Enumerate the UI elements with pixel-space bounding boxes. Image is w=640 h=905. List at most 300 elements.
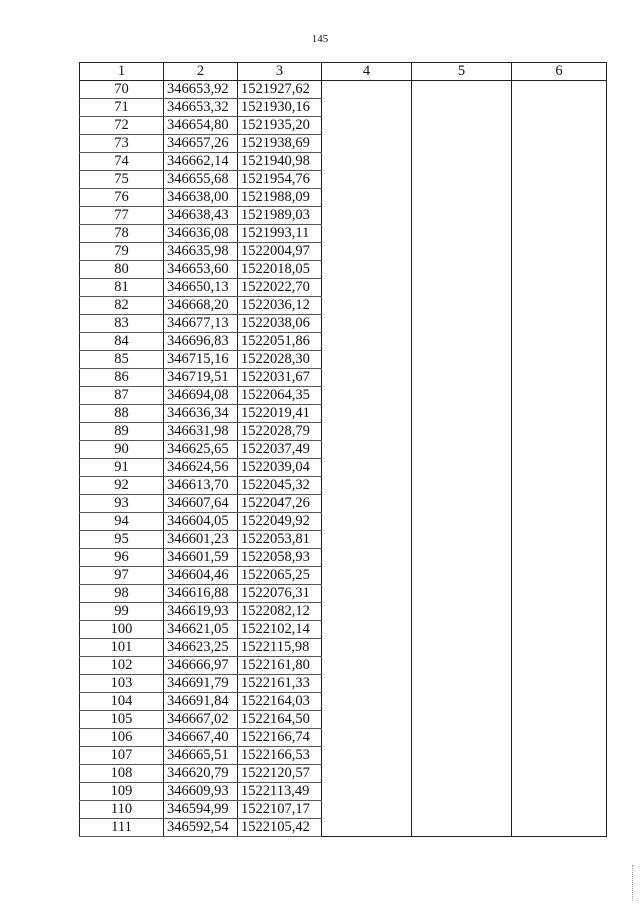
x-coordinate-cell: 346653,60 xyxy=(164,261,238,279)
table-row xyxy=(80,729,607,747)
empty-cell xyxy=(322,729,412,747)
y-coordinate-cell: 1522031,67 xyxy=(238,369,322,387)
point-number-cell: 86 xyxy=(80,369,164,387)
y-coordinate-cell: 1522076,31 xyxy=(238,585,322,603)
header-cell: 4 xyxy=(322,63,412,81)
y-coordinate-cell: 1522064,35 xyxy=(238,387,322,405)
table-row xyxy=(80,369,607,387)
empty-cell xyxy=(412,639,512,657)
empty-cell xyxy=(412,333,512,351)
empty-cell xyxy=(412,531,512,549)
point-number-cell: 73 xyxy=(80,135,164,153)
point-number-cell: 88 xyxy=(80,405,164,423)
point-number-cell: 78 xyxy=(80,225,164,243)
empty-cell xyxy=(412,441,512,459)
empty-cell xyxy=(412,135,512,153)
table-row xyxy=(80,315,607,333)
x-coordinate-cell: 346653,92 xyxy=(164,81,238,99)
empty-cell xyxy=(512,675,607,693)
empty-cell xyxy=(412,549,512,567)
point-number-cell: 110 xyxy=(80,801,164,819)
empty-cell xyxy=(412,657,512,675)
x-coordinate-cell: 346657,26 xyxy=(164,135,238,153)
table-row xyxy=(80,693,607,711)
empty-cell xyxy=(512,441,607,459)
point-number-cell: 109 xyxy=(80,783,164,801)
empty-cell xyxy=(412,477,512,495)
y-coordinate-cell: 1522105,42 xyxy=(238,819,322,837)
x-coordinate-cell: 346667,40 xyxy=(164,729,238,747)
empty-cell xyxy=(322,711,412,729)
x-coordinate-cell: 346636,34 xyxy=(164,405,238,423)
empty-cell xyxy=(512,549,607,567)
point-number-cell: 77 xyxy=(80,207,164,225)
empty-cell xyxy=(322,225,412,243)
empty-cell xyxy=(322,693,412,711)
empty-cell xyxy=(512,315,607,333)
point-number-cell: 83 xyxy=(80,315,164,333)
table-row xyxy=(80,189,607,207)
point-number-cell: 79 xyxy=(80,243,164,261)
table-row xyxy=(80,225,607,243)
empty-cell xyxy=(412,315,512,333)
x-coordinate-cell: 346691,84 xyxy=(164,693,238,711)
empty-cell xyxy=(322,567,412,585)
empty-cell xyxy=(322,423,412,441)
empty-cell xyxy=(512,117,607,135)
x-coordinate-cell: 346607,64 xyxy=(164,495,238,513)
empty-cell xyxy=(512,405,607,423)
table-row xyxy=(80,783,607,801)
empty-cell xyxy=(322,297,412,315)
empty-cell xyxy=(412,207,512,225)
table-row xyxy=(80,153,607,171)
empty-cell xyxy=(512,387,607,405)
empty-cell xyxy=(412,459,512,477)
table-row xyxy=(80,621,607,639)
empty-cell xyxy=(412,747,512,765)
empty-cell xyxy=(322,117,412,135)
empty-cell xyxy=(322,603,412,621)
empty-cell xyxy=(412,387,512,405)
empty-cell xyxy=(512,333,607,351)
y-coordinate-cell: 1522004,97 xyxy=(238,243,322,261)
empty-cell xyxy=(512,693,607,711)
x-coordinate-cell: 346662,14 xyxy=(164,153,238,171)
empty-cell xyxy=(412,99,512,117)
x-coordinate-cell: 346604,46 xyxy=(164,567,238,585)
empty-cell xyxy=(512,351,607,369)
y-coordinate-cell: 1522037,49 xyxy=(238,441,322,459)
x-coordinate-cell: 346668,20 xyxy=(164,297,238,315)
table-row xyxy=(80,261,607,279)
x-coordinate-cell: 346667,02 xyxy=(164,711,238,729)
y-coordinate-cell: 1522120,57 xyxy=(238,765,322,783)
empty-cell xyxy=(512,729,607,747)
y-coordinate-cell: 1522161,33 xyxy=(238,675,322,693)
point-number-cell: 97 xyxy=(80,567,164,585)
y-coordinate-cell: 1522102,14 xyxy=(238,621,322,639)
empty-cell xyxy=(322,783,412,801)
point-number-cell: 108 xyxy=(80,765,164,783)
point-number-cell: 81 xyxy=(80,279,164,297)
empty-cell xyxy=(322,351,412,369)
y-coordinate-cell: 1521930,16 xyxy=(238,99,322,117)
empty-cell xyxy=(322,279,412,297)
point-number-cell: 80 xyxy=(80,261,164,279)
empty-cell xyxy=(322,531,412,549)
x-coordinate-cell: 346666,97 xyxy=(164,657,238,675)
point-number-cell: 107 xyxy=(80,747,164,765)
header-cell: 1 xyxy=(80,63,164,81)
table-body xyxy=(80,81,607,837)
empty-cell xyxy=(512,261,607,279)
empty-cell xyxy=(412,675,512,693)
empty-cell xyxy=(322,333,412,351)
x-coordinate-cell: 346719,51 xyxy=(164,369,238,387)
y-coordinate-cell: 1521954,76 xyxy=(238,171,322,189)
empty-cell xyxy=(412,117,512,135)
empty-cell xyxy=(512,711,607,729)
empty-cell xyxy=(512,531,607,549)
table-row xyxy=(80,657,607,675)
y-coordinate-cell: 1522164,03 xyxy=(238,693,322,711)
empty-cell xyxy=(512,297,607,315)
header-cell: 5 xyxy=(412,63,512,81)
point-number-cell: 87 xyxy=(80,387,164,405)
empty-cell xyxy=(512,585,607,603)
empty-cell xyxy=(512,171,607,189)
point-number-cell: 82 xyxy=(80,297,164,315)
header-cell: 2 xyxy=(164,63,238,81)
table-row xyxy=(80,531,607,549)
y-coordinate-cell: 1522065,25 xyxy=(238,567,322,585)
y-coordinate-cell: 1521988,09 xyxy=(238,189,322,207)
empty-cell xyxy=(412,423,512,441)
empty-cell xyxy=(412,513,512,531)
empty-cell xyxy=(322,369,412,387)
empty-cell xyxy=(322,549,412,567)
x-coordinate-cell: 346625,65 xyxy=(164,441,238,459)
empty-cell xyxy=(322,153,412,171)
x-coordinate-cell: 346653,32 xyxy=(164,99,238,117)
empty-cell xyxy=(512,603,607,621)
x-coordinate-cell: 346613,70 xyxy=(164,477,238,495)
empty-cell xyxy=(512,189,607,207)
empty-cell xyxy=(322,135,412,153)
empty-cell xyxy=(322,513,412,531)
point-number-cell: 103 xyxy=(80,675,164,693)
y-coordinate-cell: 1522107,17 xyxy=(238,801,322,819)
table-row xyxy=(80,459,607,477)
empty-cell xyxy=(322,189,412,207)
table-row xyxy=(80,513,607,531)
point-number-cell: 95 xyxy=(80,531,164,549)
empty-cell xyxy=(322,261,412,279)
empty-cell xyxy=(512,369,607,387)
empty-cell xyxy=(412,405,512,423)
y-coordinate-cell: 1521940,98 xyxy=(238,153,322,171)
point-number-cell: 100 xyxy=(80,621,164,639)
x-coordinate-cell: 346638,43 xyxy=(164,207,238,225)
empty-cell xyxy=(512,207,607,225)
table-row xyxy=(80,585,607,603)
empty-cell xyxy=(512,747,607,765)
empty-cell xyxy=(412,189,512,207)
empty-cell xyxy=(512,81,607,99)
y-coordinate-cell: 1522115,98 xyxy=(238,639,322,657)
page-number: 145 xyxy=(311,33,329,45)
empty-cell xyxy=(512,135,607,153)
x-coordinate-cell: 346635,98 xyxy=(164,243,238,261)
empty-cell xyxy=(512,153,607,171)
empty-cell xyxy=(322,81,412,99)
y-coordinate-cell: 1522166,74 xyxy=(238,729,322,747)
x-coordinate-cell: 346601,23 xyxy=(164,531,238,549)
empty-cell xyxy=(512,423,607,441)
empty-cell xyxy=(512,243,607,261)
empty-cell xyxy=(412,495,512,513)
y-coordinate-cell: 1521938,69 xyxy=(238,135,322,153)
empty-cell xyxy=(412,801,512,819)
empty-cell xyxy=(512,513,607,531)
table-row xyxy=(80,441,607,459)
table-row xyxy=(80,243,607,261)
point-number-cell: 91 xyxy=(80,459,164,477)
point-number-cell: 96 xyxy=(80,549,164,567)
y-coordinate-cell: 1522028,79 xyxy=(238,423,322,441)
y-coordinate-cell: 1522045,32 xyxy=(238,477,322,495)
scan-edge-mark xyxy=(632,865,634,901)
point-number-cell: 92 xyxy=(80,477,164,495)
table-row xyxy=(80,351,607,369)
point-number-cell: 71 xyxy=(80,99,164,117)
empty-cell xyxy=(322,207,412,225)
table-row xyxy=(80,81,607,99)
x-coordinate-cell: 346620,79 xyxy=(164,765,238,783)
point-number-cell: 90 xyxy=(80,441,164,459)
y-coordinate-cell: 1522018,05 xyxy=(238,261,322,279)
y-coordinate-cell: 1522047,26 xyxy=(238,495,322,513)
empty-cell xyxy=(512,459,607,477)
empty-cell xyxy=(322,315,412,333)
empty-cell xyxy=(412,711,512,729)
x-coordinate-cell: 346636,08 xyxy=(164,225,238,243)
empty-cell xyxy=(322,765,412,783)
table-row xyxy=(80,297,607,315)
empty-cell xyxy=(512,495,607,513)
y-coordinate-cell: 1522038,06 xyxy=(238,315,322,333)
table-row xyxy=(80,117,607,135)
x-coordinate-cell: 346601,59 xyxy=(164,549,238,567)
empty-cell xyxy=(322,639,412,657)
x-coordinate-cell: 346655,68 xyxy=(164,171,238,189)
point-number-cell: 101 xyxy=(80,639,164,657)
point-number-cell: 70 xyxy=(80,81,164,99)
x-coordinate-cell: 346665,51 xyxy=(164,747,238,765)
x-coordinate-cell: 346609,93 xyxy=(164,783,238,801)
header-cell: 6 xyxy=(512,63,607,81)
empty-cell xyxy=(412,261,512,279)
empty-cell xyxy=(512,621,607,639)
y-coordinate-cell: 1522161,80 xyxy=(238,657,322,675)
y-coordinate-cell: 1522022,70 xyxy=(238,279,322,297)
empty-cell xyxy=(412,351,512,369)
empty-cell xyxy=(412,171,512,189)
empty-cell xyxy=(412,621,512,639)
table-row xyxy=(80,207,607,225)
x-coordinate-cell: 346616,88 xyxy=(164,585,238,603)
table-row xyxy=(80,333,607,351)
x-coordinate-cell: 346691,79 xyxy=(164,675,238,693)
point-number-cell: 72 xyxy=(80,117,164,135)
table-row xyxy=(80,801,607,819)
empty-cell xyxy=(412,783,512,801)
point-number-cell: 74 xyxy=(80,153,164,171)
x-coordinate-cell: 346650,13 xyxy=(164,279,238,297)
table-row xyxy=(80,819,607,837)
x-coordinate-cell: 346696,83 xyxy=(164,333,238,351)
point-number-cell: 102 xyxy=(80,657,164,675)
table-row xyxy=(80,99,607,117)
table-row xyxy=(80,675,607,693)
empty-cell xyxy=(412,369,512,387)
empty-cell xyxy=(412,729,512,747)
y-coordinate-cell: 1522051,86 xyxy=(238,333,322,351)
y-coordinate-cell: 1522164,50 xyxy=(238,711,322,729)
empty-cell xyxy=(322,495,412,513)
x-coordinate-cell: 346623,25 xyxy=(164,639,238,657)
empty-cell xyxy=(412,225,512,243)
empty-cell xyxy=(412,765,512,783)
table-row xyxy=(80,711,607,729)
empty-cell xyxy=(412,279,512,297)
empty-cell xyxy=(322,585,412,603)
y-coordinate-cell: 1522036,12 xyxy=(238,297,322,315)
table-row xyxy=(80,603,607,621)
y-coordinate-cell: 1522113,49 xyxy=(238,783,322,801)
x-coordinate-cell: 346638,00 xyxy=(164,189,238,207)
table-row xyxy=(80,171,607,189)
point-number-cell: 99 xyxy=(80,603,164,621)
table-row xyxy=(80,423,607,441)
y-coordinate-cell: 1522028,30 xyxy=(238,351,322,369)
empty-cell xyxy=(512,765,607,783)
table-row xyxy=(80,135,607,153)
point-number-cell: 93 xyxy=(80,495,164,513)
point-number-cell: 94 xyxy=(80,513,164,531)
point-number-cell: 106 xyxy=(80,729,164,747)
y-coordinate-cell: 1522058,93 xyxy=(238,549,322,567)
empty-cell xyxy=(512,99,607,117)
y-coordinate-cell: 1522053,81 xyxy=(238,531,322,549)
table-row xyxy=(80,639,607,657)
table-row xyxy=(80,279,607,297)
empty-cell xyxy=(512,477,607,495)
point-number-cell: 76 xyxy=(80,189,164,207)
table-row xyxy=(80,567,607,585)
x-coordinate-cell: 346592,54 xyxy=(164,819,238,837)
empty-cell xyxy=(512,819,607,837)
table-row xyxy=(80,765,607,783)
point-number-cell: 104 xyxy=(80,693,164,711)
y-coordinate-cell: 1522039,04 xyxy=(238,459,322,477)
empty-cell xyxy=(512,225,607,243)
empty-cell xyxy=(412,81,512,99)
header-cell: 3 xyxy=(238,63,322,81)
point-number-cell: 85 xyxy=(80,351,164,369)
x-coordinate-cell: 346621,05 xyxy=(164,621,238,639)
x-coordinate-cell: 346715,16 xyxy=(164,351,238,369)
empty-cell xyxy=(512,279,607,297)
empty-cell xyxy=(512,567,607,585)
y-coordinate-cell: 1522019,41 xyxy=(238,405,322,423)
y-coordinate-cell: 1522166,53 xyxy=(238,747,322,765)
empty-cell xyxy=(412,243,512,261)
empty-cell xyxy=(322,405,412,423)
empty-cell xyxy=(322,675,412,693)
empty-cell xyxy=(322,171,412,189)
table-row xyxy=(80,747,607,765)
empty-cell xyxy=(322,441,412,459)
x-coordinate-cell: 346694,08 xyxy=(164,387,238,405)
empty-cell xyxy=(512,639,607,657)
point-number-cell: 84 xyxy=(80,333,164,351)
y-coordinate-cell: 1522082,12 xyxy=(238,603,322,621)
empty-cell xyxy=(412,153,512,171)
x-coordinate-cell: 346677,13 xyxy=(164,315,238,333)
empty-cell xyxy=(322,621,412,639)
x-coordinate-cell: 346604,05 xyxy=(164,513,238,531)
empty-cell xyxy=(322,819,412,837)
empty-cell xyxy=(412,819,512,837)
empty-cell xyxy=(322,387,412,405)
x-coordinate-cell: 346624,56 xyxy=(164,459,238,477)
point-number-cell: 98 xyxy=(80,585,164,603)
empty-cell xyxy=(322,657,412,675)
empty-cell xyxy=(512,657,607,675)
header-row xyxy=(80,63,607,81)
empty-cell xyxy=(322,243,412,261)
y-coordinate-cell: 1522049,92 xyxy=(238,513,322,531)
empty-cell xyxy=(322,459,412,477)
empty-cell xyxy=(322,99,412,117)
point-number-cell: 111 xyxy=(80,819,164,837)
point-number-cell: 105 xyxy=(80,711,164,729)
table-row xyxy=(80,405,607,423)
table-row xyxy=(80,387,607,405)
y-coordinate-cell: 1521989,03 xyxy=(238,207,322,225)
point-number-cell: 89 xyxy=(80,423,164,441)
empty-cell xyxy=(412,297,512,315)
coordinates-table xyxy=(79,62,607,837)
empty-cell xyxy=(322,801,412,819)
x-coordinate-cell: 346619,93 xyxy=(164,603,238,621)
empty-cell xyxy=(412,567,512,585)
y-coordinate-cell: 1521935,20 xyxy=(238,117,322,135)
empty-cell xyxy=(322,747,412,765)
table-row xyxy=(80,477,607,495)
y-coordinate-cell: 1521993,11 xyxy=(238,225,322,243)
empty-cell xyxy=(322,477,412,495)
x-coordinate-cell: 346631,98 xyxy=(164,423,238,441)
table-row xyxy=(80,549,607,567)
x-coordinate-cell: 346654,80 xyxy=(164,117,238,135)
x-coordinate-cell: 346594,99 xyxy=(164,801,238,819)
empty-cell xyxy=(412,585,512,603)
empty-cell xyxy=(412,693,512,711)
y-coordinate-cell: 1521927,62 xyxy=(238,81,322,99)
